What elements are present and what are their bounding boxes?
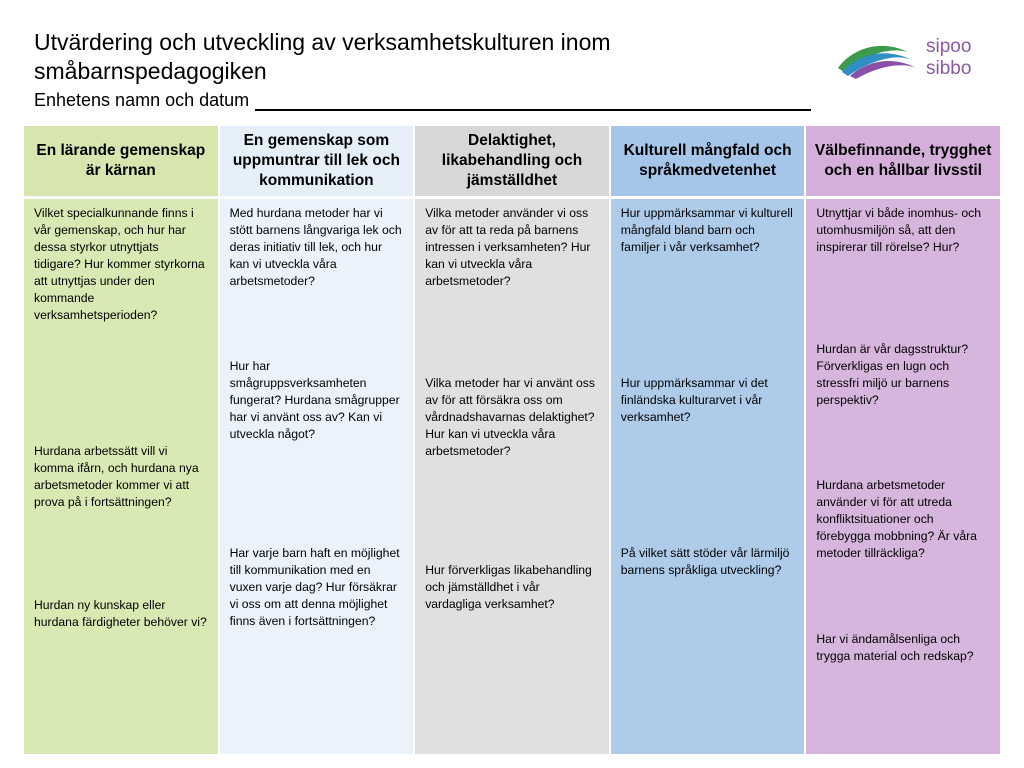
question-text: Hur förverkligas likabehandling och jämställdhet i vår vardagliga verksamhet? bbox=[425, 563, 592, 611]
question-text: Hurdan är vår dagsstruktur? Förverkligas en lugn och stressfri miljö ur barnens perspektiv? bbox=[816, 342, 969, 407]
question-text: Vilka metoder har vi använt oss av för att försäkra oss om vårdnadshavarnas delaktighet? Hur kan vi utveckla våra arbetsmetoder? bbox=[425, 376, 595, 458]
fill-in-line[interactable] bbox=[255, 90, 811, 111]
page-title bbox=[34, 28, 754, 86]
question-text: Hur uppmärksammar vi kulturell mångfald bland barn och familjer i vår verksamhet? bbox=[620, 206, 793, 254]
question-text: Har vi ändamålsenliga och trygga material och redskap? bbox=[816, 632, 974, 663]
logo-text-sipoo: sipoo bbox=[926, 36, 972, 57]
question-text: Hurdan ny kunskap eller hurdana färdigheter behöver vi? bbox=[34, 598, 207, 629]
title-line-2: småbarnspedagogiken bbox=[34, 58, 267, 84]
column-heading: Delaktighet, likabehandling och jämställdhet bbox=[415, 126, 609, 196]
question-text: Har varje barn haft en möjlighet till kommunikation med en vuxen varje dag? Hur försäkrar vi oss om att denna möjlighet finns även i fortsättningen? bbox=[229, 546, 400, 628]
question-text: På vilket sätt stöder vår lärmiljö barnens språkliga utveckling? bbox=[620, 546, 790, 577]
question-text: Hurdana arbetsmetoder använder vi för att utreda konfliktsituationer och förebygga mobbning? Är våra metoder tillräckliga? bbox=[816, 478, 977, 560]
question-text: Med hurdana metoder har vi stött barnens långvariga lek och deras initiativ till lek, och hur kan vi utveckla våra arbetsmetoder? bbox=[229, 206, 402, 288]
culture-evaluation-table bbox=[24, 126, 1000, 754]
logo-text-sibbo: sibbo bbox=[926, 58, 972, 79]
question-text: Hur har smågruppsverksamheten fungerat? Hurdana smågrupper har vi använt oss av? Kan vi utveckla något? bbox=[229, 359, 400, 441]
column-wellbeing-safety bbox=[806, 126, 1000, 754]
column-play-communication bbox=[220, 126, 414, 754]
title-line-1: Utvärdering och utveckling av verksamhetskulturen inom bbox=[34, 29, 611, 55]
question-text: Hur uppmärksammar vi det finländska kulturarvet i vår verksamhet? bbox=[620, 376, 768, 424]
unit-name-date-label: Enhetens namn och datum bbox=[34, 90, 250, 110]
question-text: Vilket specialkunnande finns i vår gemenskap, och hur har dessa styrkor utnyttjats tidigare? Hur kommer styrkorna att utnyttjas under den kommande verksamhetsperioden? bbox=[34, 206, 205, 322]
column-learning-community bbox=[24, 126, 218, 754]
sipoo-sibbo-logo bbox=[836, 36, 986, 84]
column-heading: En gemenskap som uppmuntrar till lek och kommunikation bbox=[220, 126, 414, 196]
question-text: Hurdana arbetssätt vill vi komma ifårn, och hurdana nya arbetsmetoder kommer vi att prova på i fortsättningen? bbox=[34, 444, 199, 509]
unit-name-date-field[interactable] bbox=[34, 89, 811, 111]
column-participation-equality bbox=[415, 126, 609, 754]
question-text: Vilka metoder använder vi oss av för att ta reda på barnens intressen i verksamheten? Hur kan vi utveckla våra arbetsmetoder? bbox=[425, 206, 591, 288]
column-heading: Välbefinnande, trygghet och en hållbar livsstil bbox=[806, 126, 1000, 196]
question-text: Utnyttjar vi både inomhus- och utomhusmiljön så, att den inspirerar till rörelse? Hur? bbox=[816, 206, 981, 254]
column-heading: En lärande gemenskap är kärnan bbox=[24, 126, 218, 196]
column-heading: Kulturell mångfald och språkmedvetenhet bbox=[611, 126, 805, 196]
wave-logo-icon bbox=[836, 38, 918, 80]
column-cultural-diversity bbox=[611, 126, 805, 754]
